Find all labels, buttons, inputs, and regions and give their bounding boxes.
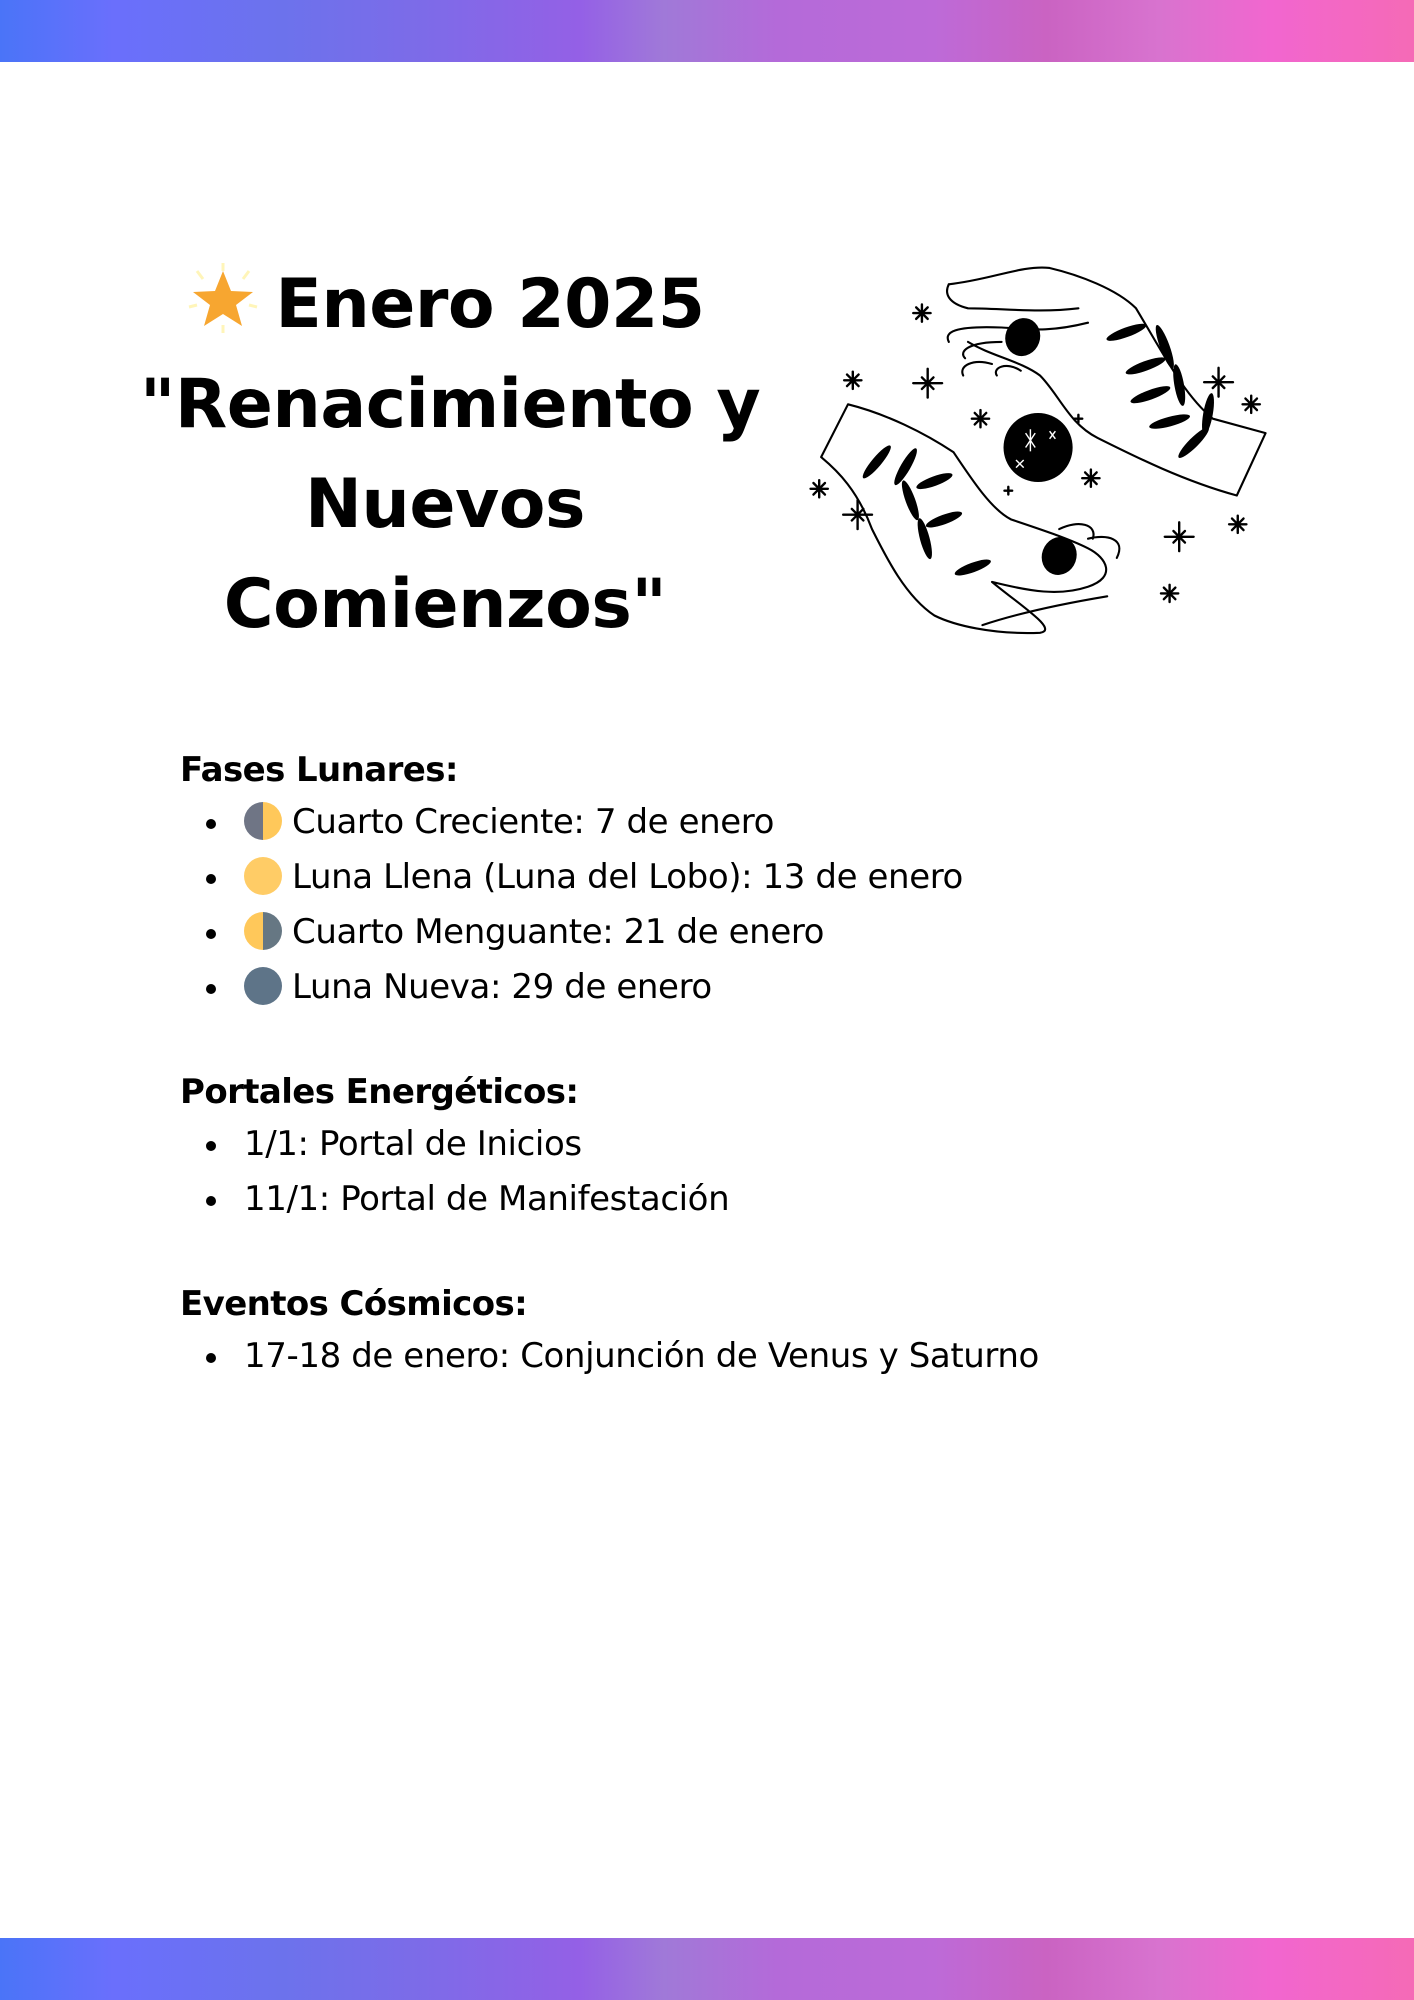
hands-holding-moon-icon [800, 250, 1280, 645]
section-heading: Fases Lunares: [180, 750, 458, 790]
bullet-icon [206, 929, 216, 939]
section-heading: Eventos Cósmicos: [180, 1284, 528, 1324]
bullet-icon [206, 1141, 216, 1151]
title-line-4: Comienzos" [223, 565, 667, 644]
title-line-2: "Renacimiento y [140, 365, 761, 444]
list-item [180, 850, 1280, 905]
bullet-icon [206, 874, 216, 884]
full-moon-icon [244, 857, 282, 895]
first-quarter-moon-icon [244, 802, 282, 840]
title-line-3: Nuevos [305, 465, 585, 544]
section-lunar-phases [180, 745, 1280, 1015]
new-moon-icon [244, 967, 282, 1005]
item-text: Luna Nueva: 29 de enero [292, 967, 712, 1007]
section-energy-portals [180, 1067, 1280, 1227]
bullet-icon [206, 1196, 216, 1206]
glowing-star-icon [185, 263, 261, 333]
top-gradient-bar [0, 0, 1414, 62]
item-text: Cuarto Creciente: 7 de enero [292, 802, 775, 842]
list-item [180, 960, 1280, 1015]
item-text: 11/1: Portal de Manifestación [244, 1179, 730, 1219]
bullet-icon [206, 984, 216, 994]
bullet-icon [206, 1353, 216, 1363]
item-text: Luna Llena (Luna del Lobo): 13 de enero [292, 857, 963, 897]
content [180, 745, 1280, 1436]
last-quarter-moon-icon [244, 912, 282, 950]
list-item [180, 795, 1280, 850]
list-item [180, 1172, 1280, 1227]
list-item [180, 905, 1280, 960]
bottom-gradient-bar [0, 1938, 1414, 2000]
item-text: Cuarto Menguante: 21 de enero [292, 912, 825, 952]
title-line-1 [140, 255, 750, 355]
list-item [180, 1117, 1280, 1172]
item-text: 1/1: Portal de Inicios [244, 1124, 582, 1164]
bullet-icon [206, 819, 216, 829]
list-item [180, 1329, 1280, 1384]
section-heading: Portales Energéticos: [180, 1072, 579, 1112]
item-text: 17-18 de enero: Conjunción de Venus y Saturno [244, 1336, 1039, 1376]
title-month-year: Enero 2025 [275, 265, 705, 344]
page-title [140, 255, 761, 655]
section-cosmic-events [180, 1279, 1280, 1384]
